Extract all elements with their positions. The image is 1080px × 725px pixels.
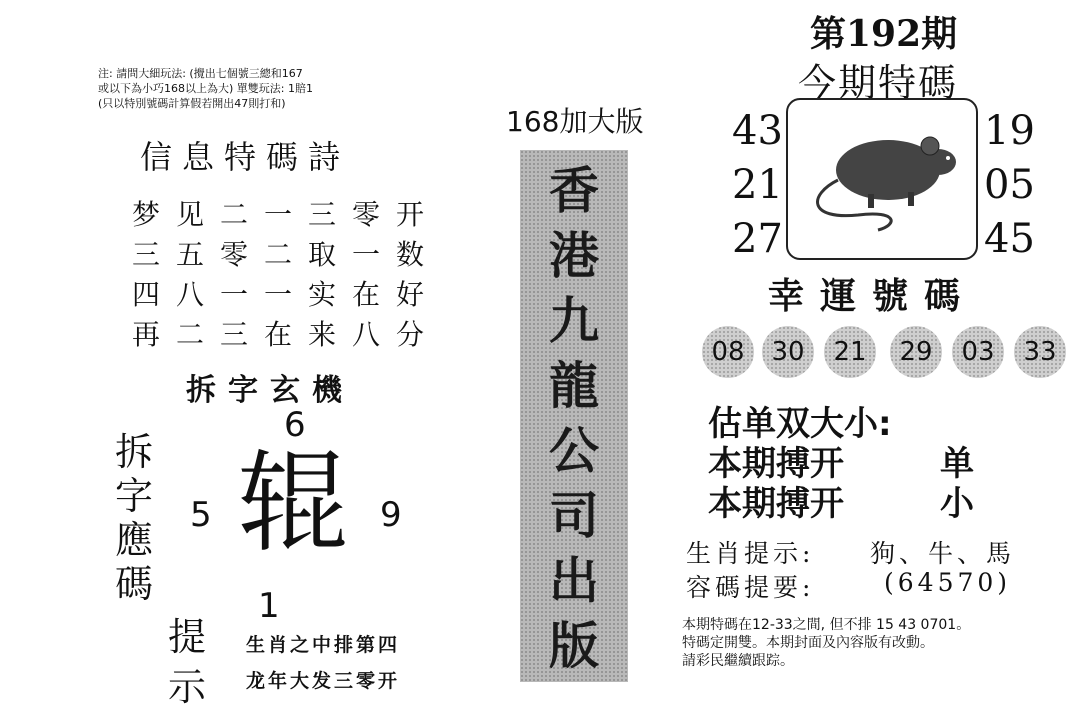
special-right-number: 19 (984, 108, 1035, 154)
banner-char: 司 (549, 486, 599, 545)
lucky-number-ball: 30 (762, 326, 814, 378)
footer-note (682, 616, 1072, 670)
hint-line-2: 龙年大发三零开 (246, 670, 401, 692)
prediction-size-label: 本期搏开 (708, 484, 844, 524)
poem-line: 四八一一实在好 (132, 278, 441, 311)
banner-char: 公 (549, 421, 599, 480)
edition-label: 168加大版 (506, 105, 644, 138)
poem-line: 三五零二取一数 (132, 238, 441, 271)
special-right-number: 05 (984, 162, 1035, 208)
rat-image-frame (786, 98, 978, 260)
publisher-banner-text (520, 158, 628, 678)
prediction-heading: 估单双大小: (708, 404, 892, 444)
zodiac-hint-value: 狗、牛、馬 (870, 539, 1016, 568)
note-line: 注: 請問大細玩法: (攪出七個號三總和167 (98, 67, 303, 80)
rat-icon (788, 100, 976, 258)
special-right-number: 45 (984, 216, 1035, 262)
note-line: (只以特別號碼計算假若開出47則打和) (98, 97, 286, 110)
split-big-character: 辊 (238, 439, 348, 567)
hint-line-1: 生肖之中排第四 (246, 634, 401, 656)
poem-line: 梦见二一三零开 (132, 198, 441, 231)
zodiac-hint-label: 生肖提示: (686, 539, 815, 568)
vertical-char: 應 (114, 518, 153, 562)
prediction-odd-even-label: 本期搏开 (708, 444, 844, 484)
footer-line: 特碼定開雙。本期封面及內容版有改動。 (682, 635, 934, 651)
issue-number: 第192期 (810, 13, 958, 55)
split-right-number: 9 (380, 495, 402, 535)
prediction-odd-even-value: 单 (940, 444, 974, 484)
lucky-title: 幸運號碼 (768, 275, 977, 317)
split-left-number: 5 (190, 495, 212, 535)
lucky-number-ball: 03 (952, 326, 1004, 378)
banner-char: 出 (549, 551, 599, 610)
tolerance-label: 容碼提要: (686, 573, 815, 602)
poem-block (132, 195, 440, 355)
poem-title: 信息特碼詩 (140, 138, 351, 176)
special-left-number: 21 (732, 162, 783, 208)
lucky-number-ball: 21 (824, 326, 876, 378)
special-left-number: 43 (732, 108, 783, 154)
prediction-size-value: 小 (940, 484, 974, 524)
vertical-char: 碼 (114, 562, 153, 606)
banner-char: 港 (549, 226, 599, 285)
lucky-number-ball: 08 (702, 326, 754, 378)
hint-char: 提 (167, 615, 206, 659)
note-line: 或以下為小巧168以上為大) 單雙玩法: 1賠1 (98, 82, 313, 95)
banner-char: 版 (549, 616, 599, 675)
special-left-number: 27 (732, 216, 783, 262)
lucky-number-ball: 29 (890, 326, 942, 378)
vertical-char: 字 (114, 474, 153, 518)
poem-line: 再二三在来八分 (132, 318, 441, 351)
special-title: 今期特碼 (798, 61, 959, 105)
tolerance-value: (64570) (884, 568, 1012, 597)
banner-char: 香 (549, 161, 599, 220)
lucky-number-ball: 33 (1014, 326, 1066, 378)
split-vertical-label (112, 430, 156, 606)
split-top-number: 6 (284, 405, 306, 445)
hint-char: 示 (167, 665, 206, 709)
footer-line: 本期特碼在12-33之間, 但不排 15 43 0701。 (682, 617, 971, 633)
banner-char: 龍 (549, 356, 599, 415)
rules-note (98, 66, 428, 111)
vertical-char: 拆 (114, 430, 153, 474)
hint-label (165, 612, 209, 712)
split-title: 拆字玄機 (186, 373, 354, 408)
footer-line: 請彩民繼續跟踪。 (682, 653, 794, 669)
banner-char: 九 (549, 291, 599, 350)
split-bottom-number: 1 (258, 586, 280, 626)
